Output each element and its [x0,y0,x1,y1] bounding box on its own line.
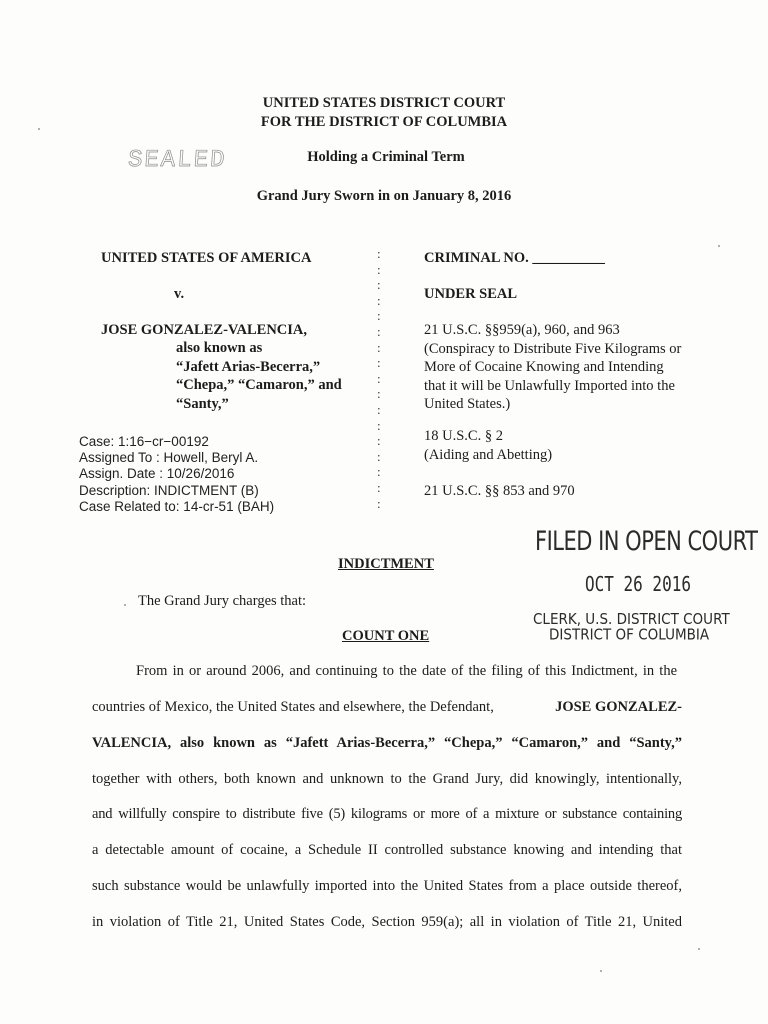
alias-line: “Chepa,” “Camaron,” and [176,377,342,394]
colon: : [377,448,381,464]
colon: : [377,495,381,511]
body-line [92,771,682,788]
criminal-number-label: CRIMINAL NO. [424,250,529,266]
colon: : [377,479,381,495]
colon: : [377,292,381,308]
caption-colon-column [377,246,387,511]
colon: : [377,261,381,277]
related-case: Case Related to: 14-cr-51 (BAH) [79,498,275,514]
body-line-text: VALENCIA, also known as “Jafett Arias-Becerra,” “Chepa,” “Camaron,” and “Santy,” [92,735,682,751]
criminal-number [424,249,605,268]
scan-speck [38,128,40,130]
colon: : [377,355,381,371]
body-line-text: together with others, both known and unknown to the Grand Jury, did knowingly, intentionally, [92,771,682,787]
body-line-text: in violation of Title 21, United States Code, Section 959(a); all in violation of Title 21, United [92,914,682,930]
scan-speck [124,604,126,606]
grand-jury-sworn: Grand Jury Sworn in on January 8, 2016 [256,188,512,204]
criminal-term: Holding a Criminal Term [307,149,465,165]
defendant-name-inline: JOSE GONZALEZ- [555,699,682,715]
assigned-judge: Assigned To : Howell, Beryl A. [79,450,259,466]
colon: : [377,417,381,433]
statute-description: (Conspiracy to Distribute Five Kilograms or [424,340,682,357]
body-line [92,699,682,716]
body-line [92,914,682,931]
clerk-stamp-line: DISTRICT OF COLUMBIA [549,626,710,644]
scan-speck [718,245,720,247]
charges-intro: The Grand Jury charges that: [138,593,307,609]
statute-description: United States.) [424,396,511,412]
court-name-line: UNITED STATES DISTRICT COURT [262,95,506,111]
colon: : [377,401,381,417]
sealed-stamp: SEALED [127,147,228,174]
colon: : [377,308,381,324]
body-line [92,878,682,895]
versus: v. [174,286,185,302]
body-line [92,842,682,859]
statute-citation-forfeiture: 21 U.S.C. §§ 853 and 970 [424,483,575,499]
alias-line: “Jafett Arias-Becerra,” [176,358,321,375]
scan-speck [698,948,700,950]
indictment-heading: INDICTMENT [338,556,434,572]
statute-block-2 [424,427,552,464]
under-seal: UNDER SEAL [424,286,518,302]
filing-date-stamp: OCT 26 2016 [585,572,691,596]
clerk-stamp-line: CLERK, U.S. DISTRICT COURT [533,610,730,629]
case-number: Case: 1:16−cr−00192 [79,434,209,449]
statute-description: (Aiding and Abetting) [424,446,553,463]
colon: : [377,323,381,339]
statute-block-1 [424,321,681,414]
scan-speck [600,970,602,972]
statute-citation: 18 U.S.C. § 2 [424,428,503,444]
case-info-label [79,434,274,515]
clerk-stamp [533,612,730,643]
statute-description: More of Cocaine Knowing and Intending [424,359,664,375]
statute-description: that it will be Unlawfully Imported into the [424,377,675,394]
body-line [136,663,676,680]
colon: : [377,464,381,480]
colon: : [377,433,381,449]
statute-citation: 21 U.S.C. §§959(a), 960, and 963 [424,322,620,338]
assign-date: Assign. Date : 10/26/2016 [79,466,235,482]
count-one-heading: COUNT ONE [342,628,430,644]
colon: : [377,339,381,355]
alias-line: “Santy,” [176,395,229,412]
body-line [92,735,682,752]
court-district-line: FOR THE DISTRICT OF COLUMBIA [260,114,508,130]
body-line [92,806,682,823]
court-header [0,94,768,132]
colon: : [377,246,381,261]
defendant-name: JOSE GONZALEZ-VALENCIA, [101,322,308,338]
colon: : [377,386,381,402]
defendant-aliases [176,339,342,413]
body-line-text [92,699,682,716]
filed-in-open-court-stamp: FILED IN OPEN COURT [535,526,758,556]
body-line-text: a detectable amount of cocaine, a Schedule II controlled substance knowing and intending that [92,842,682,858]
body-line-text: such substance would be unlawfully imported into the United States from a place outside thereof, [92,878,682,894]
alias-line: also known as [176,340,263,356]
colon: : [377,370,381,386]
body-line-text: From in or around 2006, and continuing to the date of the filing of this Indictment, in the [136,663,677,679]
colon: : [377,277,381,293]
body-line-text: and willfully conspire to distribute five (5) kilograms or more of a mixture or substance containing [92,806,682,822]
case-description: Description: INDICTMENT (B) [79,482,259,498]
body-line-segment: countries of Mexico, the United States and elsewhere, the Defendant, [92,699,494,715]
plaintiff-name: UNITED STATES OF AMERICA [101,250,312,266]
criminal-number-blank: __________ [532,250,605,266]
